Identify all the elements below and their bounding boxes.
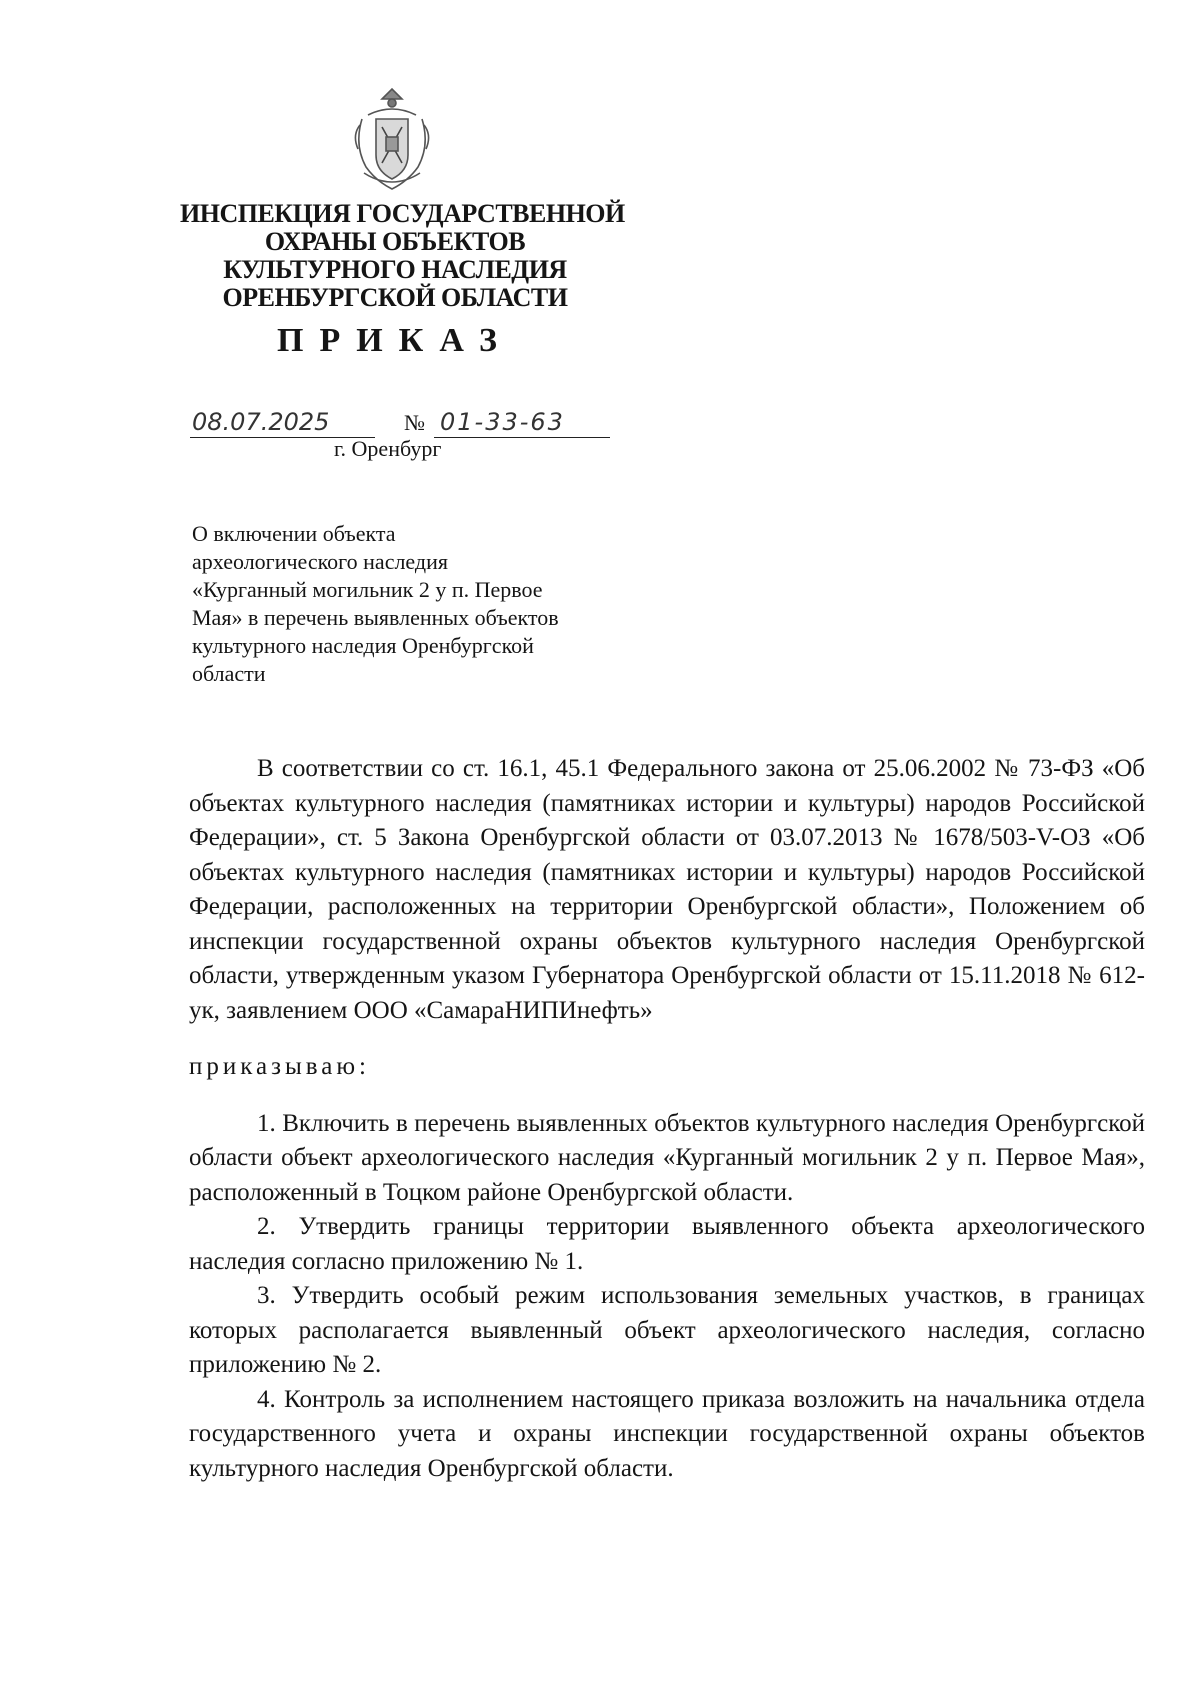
order-item: 3. Утвердить особый режим использования земельных участков, в границах которых располагается выявленный объект археологического наследия, согласно приложению № 2. <box>189 1282 1145 1378</box>
org-line: ОРЕНБУРГСКОЙ ОБЛАСТИ <box>222 283 568 312</box>
order-item: 2. Утвердить границы территории выявленного объекта археологического наследия согласно приложению № 1. <box>189 1213 1145 1275</box>
subject-line: О включении объекта <box>192 521 396 546</box>
org-line: ИНСПЕКЦИЯ ГОСУДАРСТВЕННОЙ <box>180 199 625 228</box>
order-item: 1. Включить в перечень выявленных объектов культурного наследия Оренбургской области объект археологического наследия «Курганный могильник 2 у п. Первое Мая», расположенный в Тоцком районе Оренбургской области. <box>189 1109 1145 1206</box>
order-date: 08.07.2025 <box>190 408 375 438</box>
subject-line: Мая» в перечень выявленных объектов <box>192 605 559 630</box>
document-type-title: ПРИКАЗ <box>277 322 513 359</box>
coat-of-arms-icon <box>352 85 432 195</box>
order-directive: приказываю: <box>189 1053 370 1080</box>
order-items <box>189 1107 1145 1487</box>
organization-name <box>180 199 625 312</box>
order-item: 4. Контроль за исполнением настоящего приказа возложить на начальника отдела государственного учета и охраны инспекции государственной охраны объектов культурного наследия Оренбургской области. <box>189 1385 1145 1482</box>
document-body <box>189 752 1145 1486</box>
subject-line: «Курганный могильник 2 у п. Первое <box>192 577 543 602</box>
subject-line: области <box>192 661 266 686</box>
subject-line: археологического наследия <box>192 549 448 574</box>
city: г. Оренбург <box>334 436 442 461</box>
subject-block <box>192 520 632 688</box>
preamble-paragraph: В соответствии со ст. 16.1, 45.1 Федерального закона от 25.06.2002 № 73-ФЗ «Об объектах культурного наследия (памятниках истории и культуры) народов Российской Федерации», ст. 5 Закона Оренбургской области от 03.07.2013 № 1678/503-V-ОЗ «Об объектах культурного наследия (памятниках истории и культуры) народов Российской Федерации, расположенных на территории Оренбургской области», Положением об инспекции государственной охраны объектов культурного наследия Оренбургской области, утвержденным указом Губернатора Оренбургской области от 15.11.2018 № 612-ук, заявлением ООО «СамараНИПИнефть» <box>189 755 1145 1024</box>
subject-line: культурного наследия Оренбургской <box>192 633 534 658</box>
org-line: ОХРАНЫ ОБЪЕКТОВ <box>264 227 526 256</box>
order-number: 01-33-63 <box>434 408 610 438</box>
number-sign: № <box>404 410 425 435</box>
org-line: КУЛЬТУРНОГО НАСЛЕДИЯ <box>223 255 567 284</box>
